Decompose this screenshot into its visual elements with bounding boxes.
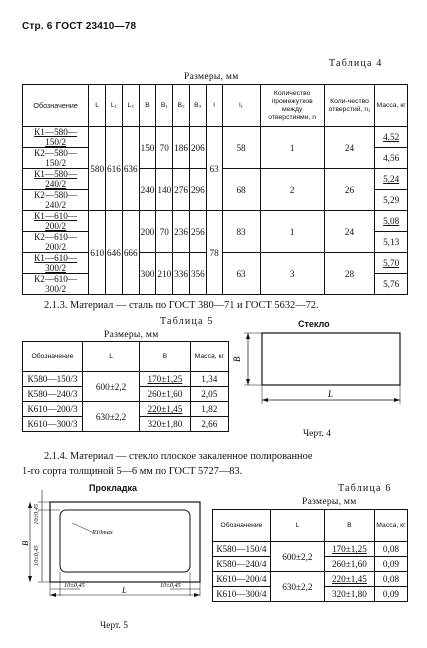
cell-B2: 186 [173,127,190,169]
cell-mass: 2,66 [190,417,228,432]
page-header [22,21,136,32]
cell-mass: 5,70 [375,253,408,274]
cell-B: 220±1,45 [324,572,374,587]
cell-B1: 70 [156,127,173,169]
table-row [23,127,408,148]
fig5-title: Прокладка [89,483,138,493]
cell-B: 220±1,45 [140,402,190,417]
gasket-outer [50,502,200,582]
cell-designation: К610—200/3 [23,402,83,417]
col-n1: Коли-чество отверстий, n₁ [324,85,374,127]
col-L: L [82,342,139,372]
col-B2: B₂ [173,85,190,127]
paragraph-2-1-4-line2: 1-го сорта толщиной 5—6 мм по ГОСТ 5727—83. [22,466,243,477]
cell-mass: 2,05 [190,387,228,402]
cell-n1: 24 [324,211,374,253]
fig4-label-b: B [232,356,242,362]
cell-l1: 63 [222,253,260,295]
table6-caption: Таблица 6 [338,483,392,494]
col-n: Количество промежутков между отверстиями, n [260,85,324,127]
cell-n1: 26 [324,169,374,211]
cell-l1: 68 [222,169,260,211]
cell-designation: К610—300/3 [23,417,83,432]
fig5-radius: R10max [92,529,113,536]
cell-B: 170±1,25 [140,372,190,387]
cell-B3: 296 [189,169,206,211]
fig5-dim-bottom-left: 10±0,45 [64,582,85,589]
cell-mass: 4,56 [375,148,408,169]
table6 [212,509,408,602]
leader-line [72,523,92,532]
cell-L1: 616 [106,127,123,211]
arrow [194,593,200,597]
cell-L: 630±2,2 [270,572,324,602]
cell-mass: 5,29 [375,190,408,211]
col-designation: Обозначение [23,342,83,372]
cell-B: 320±1,80 [140,417,190,432]
fig5-label-b: B [20,540,30,546]
fig5-dim-left: 10±0,45 [33,545,40,566]
cell-l1: 58 [222,127,260,169]
fig4-drawing [234,328,414,423]
fig5-dim-top: 10±0,45 [33,504,40,525]
cell-designation: К2—610—300/2 [23,274,89,295]
cell-B3: 256 [189,211,206,253]
col-B3: B₃ [189,85,206,127]
arrow [246,333,250,339]
cell-L1: 646 [106,211,123,295]
cell-mass: 0,08 [374,572,407,587]
glass-outline [262,333,400,385]
cell-designation: К2—580—240/2 [23,190,89,211]
cell-L: 600±2,2 [82,372,139,402]
col-L2: L₂ [122,85,139,127]
cell-B1: 70 [156,211,173,253]
cell-B: 170±1,25 [324,542,374,557]
cell-designation: К2—610—200/2 [23,232,89,253]
fig5-dim-bottom-right: 10±0,45 [160,582,181,589]
cell-mass: 0,09 [374,587,407,602]
fig5-caption: Черт. 5 [100,621,128,631]
cell-L2: 636 [122,127,139,211]
table5-dims-label: Размеры, мм [104,330,159,340]
cell-designation: К580—150/3 [23,372,83,387]
cell-n: 1 [260,127,324,169]
cell-l1: 83 [222,211,260,253]
arrow [28,502,32,508]
col-B: B [324,510,374,542]
col-designation: Обозначение [23,85,89,127]
table4-caption: Таблица 4 [329,58,383,69]
table5-caption: Таблица 5 [160,316,214,327]
cell-B1: 140 [156,169,173,211]
arrow [394,398,400,402]
paragraph-2-1-3: 2.1.3. Материал — сталь по ГОСТ 380—71 и ГОСТ 5632—72. [44,300,319,311]
col-l: l [206,85,222,127]
cell-n: 1 [260,211,324,253]
cell-designation: К1—580—150/2 [23,127,89,148]
cell-B: 150 [139,127,156,169]
cell-mass: 5,76 [375,274,408,295]
page-number: Стр. 6 [22,21,53,32]
col-B: B [139,85,156,127]
cell-B: 240 [139,169,156,211]
col-mass: Масса, кг [374,510,407,542]
cell-l: 78 [206,211,222,295]
table-row [23,372,229,387]
col-B: B [140,342,190,372]
fig4-label-l: L [328,389,334,399]
table4-dims-label: Размеры, мм [184,72,239,82]
cell-mass: 1,82 [190,402,228,417]
cell-B: 200 [139,211,156,253]
cell-L: 600±2,2 [270,542,324,572]
cell-mass: 0,08 [374,542,407,557]
cell-n: 2 [260,169,324,211]
cell-designation: К610—300/4 [213,587,271,602]
standard-number: ГОСТ 23410—78 [55,21,137,32]
cell-L2: 666 [122,211,139,295]
table-row [213,572,408,587]
cell-B: 260±1,60 [140,387,190,402]
fig5-label-l: L [122,585,127,595]
table5 [22,341,229,432]
cell-B2: 336 [173,253,190,295]
col-mass: Масса, кг [190,342,228,372]
table-row [213,542,408,557]
cell-B3: 206 [189,127,206,169]
cell-L: 580 [89,127,106,211]
cell-designation: К2—580—150/2 [23,148,89,169]
cell-B3: 356 [189,253,206,295]
cell-designation: К580—240/4 [213,557,271,572]
cell-n1: 28 [324,253,374,295]
fig5-drawing [20,490,216,600]
arrow [246,379,250,385]
cell-B: 260±1,60 [324,557,374,572]
cell-mass: 5,13 [375,232,408,253]
col-B1: B₁ [156,85,173,127]
cell-L: 610 [89,211,106,295]
col-L: L [89,85,106,127]
cell-mass: 5,24 [375,169,408,190]
cell-designation: К1—610—200/2 [23,211,89,232]
col-l1: l₁ [222,85,260,127]
cell-B2: 276 [173,169,190,211]
col-designation: Обозначение [213,510,271,542]
gasket-inner [60,510,190,572]
cell-designation: К580—150/4 [213,542,271,557]
arrow [262,398,268,402]
fig4-title: Стекло [298,319,330,329]
cell-mass: 1,34 [190,372,228,387]
cell-l: 63 [206,127,222,211]
cell-B2: 236 [173,211,190,253]
cell-mass: 5,08 [375,211,408,232]
cell-designation: К580—240/3 [23,387,83,402]
cell-designation: К1—610—300/2 [23,253,89,274]
cell-mass: 4,52 [375,127,408,148]
cell-B1: 210 [156,253,173,295]
arrow [28,576,32,582]
cell-designation: К610—200/4 [213,572,271,587]
table-row [23,211,408,232]
table6-dims-label: Размеры, мм [302,497,357,507]
fig4-caption: Черт. 4 [303,429,331,439]
arrow [50,593,56,597]
cell-n1: 24 [324,127,374,169]
table-row [23,402,229,417]
cell-mass: 0,09 [374,557,407,572]
table4 [22,84,408,295]
cell-n: 3 [260,253,324,295]
cell-designation: К1—580—240/2 [23,169,89,190]
cell-L: 630±2,2 [82,402,139,432]
paragraph-2-1-4-line1: 2.1.4. Материал — стекло плоское закаленное полированное [44,451,313,462]
col-mass: Масса, кг [375,85,408,127]
col-L1: L₁ [106,85,123,127]
cell-B: 300 [139,253,156,295]
cell-B: 320±1,80 [324,587,374,602]
col-L: L [270,510,324,542]
